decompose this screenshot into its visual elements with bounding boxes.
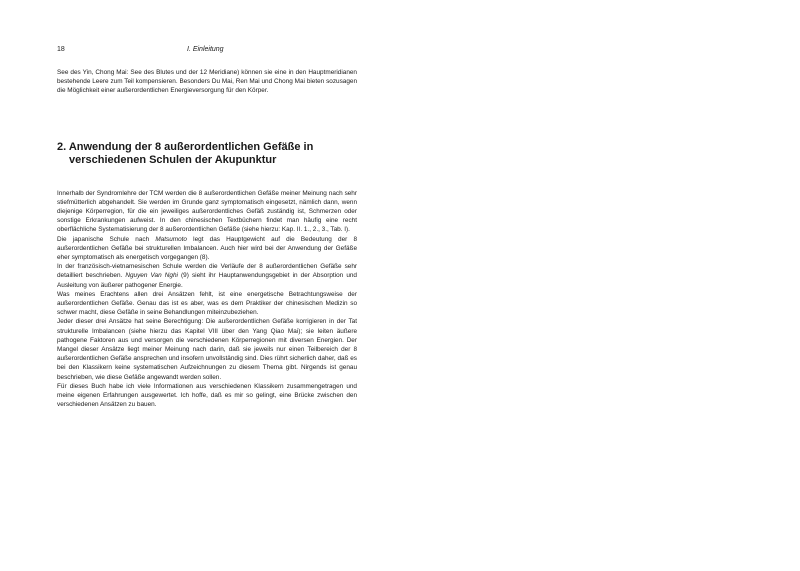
paragraph-japanische-schule: Die japanische Schule nach Matsumoto legt das Hauptgewicht auf die Bedeutung der 8 außerordentlichen Gefäße bei strukturellen Imbalancen. Auch hier wird bei der Anwendung der Gefäße eher symptomatisch als energetisch vorgegangen (8). <box>57 235 357 262</box>
paragraph-berechtigung: Jeder dieser drei Ansätze hat seine Berechtigung: Die außerordentlichen Gefäße korrigieren in der Tat strukturelle Imbalancen (siehe hierzu das Kapitel VIII über den Yang Qiao Mai); sie leiten äußere pathogene Faktoren aus und versorgen die verschiedenen Körperregionen mit diversen Energien. Der Mangel dieser Ansätze liegt meiner Meinung nach darin, daß sie jeweils nur einen Teilbereich der 8 außerordentlichen Gefäße ansprechen und insofern unvollständig sind. Dies rührt sicherlich daher, daß es bei den Klassikern keine systematischen Aufzeichnungen zu diesem Thema gibt. Nirgends ist genau beschrieben, wie diese Gefäße angewandt werden sollen. <box>57 318 357 381</box>
body-text <box>57 189 357 410</box>
author-name-matsumoto: Matsumoto <box>155 235 187 243</box>
paragraph-syndromlehre: Innerhalb der Syndromlehre der TCM werden die 8 außerordentlichen Gefäße meiner Meinung nach sehr stiefmütterlich abgehandelt. Sie werden im Grunde ganz symptomatisch eingesetzt, nämlich dann, wenn diejenige Körperregion, für die ein jeweiliges außerordentliches Gefäß zuständig ist, Schmerzen oder sonstige Erkrankungen aufweist. In den chinesischen Textbüchern findet man häufig eine recht oberflächliche Systematisierung der 8 außerordentlichen Gefäße (siehe hierzu: Kap. II. 1., 2., 3., Tab. I). <box>57 189 357 234</box>
intro-paragraph: See des Yin, Chong Mai: See des Blutes und der 12 Meridiane) können sie eine in den Hauptmeridianen bestehende Leere zum Teil kompensieren. Besonders Du Mai, Ren Mai und Chong Mai bieten sozusagen die Möglichkeit einer außerordentlichen Energieversorgung für den Körper. <box>57 69 357 95</box>
running-head: I. Einleitung <box>187 46 224 53</box>
paragraph-franzoesische-schule: In der französisch-vietnamesischen Schule werden die Verläufe der 8 außerordentlichen Gefäße sehr detailliert beschrieben. Nguyen Van Nghi (9) sieht ihr Hauptanwendungsgebiet in der Absorption und Ausleitung von äußerer pathogener Energie. <box>57 263 357 289</box>
section-heading: 2. Anwendung der 8 außerordentlichen Gefäße in verschiedenen Schulen der Akupunktur <box>57 140 314 167</box>
paragraph-energetische-betrachtung: Was meines Erachtens allen drei Ansätzen fehlt, ist eine energetische Betrachtungsweise der außerordentlichen Gefäße. Genau das ist es aber, was es dem Praktiker der chinesischen Medizin so schwer macht, diese Gefäße in seine Behandlungen miteinzubeziehen. <box>57 290 357 317</box>
page-header <box>57 46 357 60</box>
page-number: 18 <box>57 46 65 53</box>
book-page <box>57 46 357 409</box>
paragraph-fazit: Für dieses Buch habe ich viele Informationen aus verschiedenen Klassikern zusammengetragen und meine eigenen Erfahrungen ausgewertet. Ich hoffe, daß es mir so gelingt, eine Brücke zwischen den verschiedenen Ansätzen zu bauen. <box>57 382 357 409</box>
author-name-nguyen-van-nghi: Nguyen Van Nghi <box>125 272 178 280</box>
